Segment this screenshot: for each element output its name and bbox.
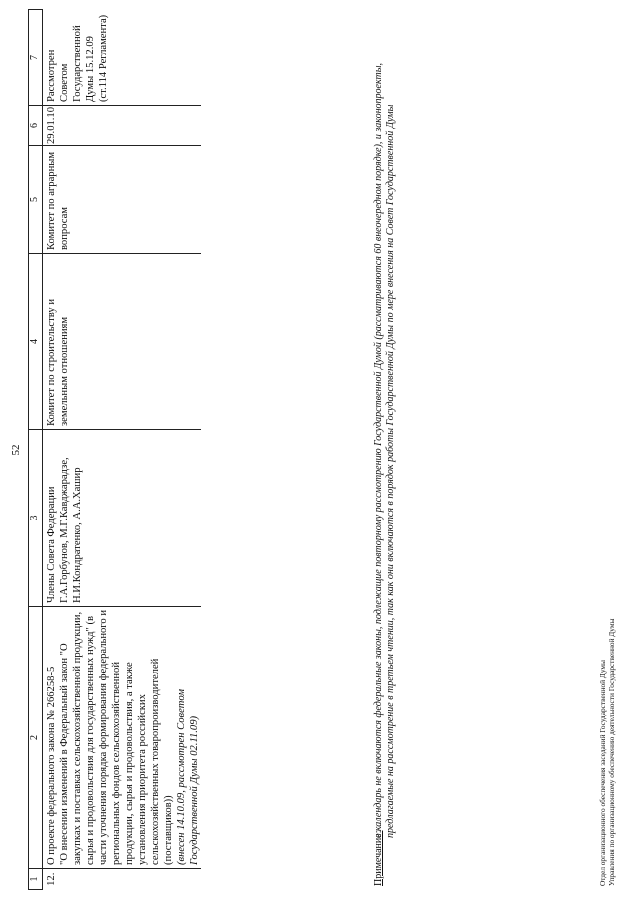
calendar-table [28,9,201,890]
table-row [43,10,202,890]
note-label: Примечание: [373,830,384,886]
note-text: в календарь не включаются федеральные законы, подлежащие повторному рассмотрению Государственной Думой (рассматриваются 60 внеочередном порядке), и законопроекты, предлагаемые на рассмотрение в третьем чтении, так как они включаются в порядок работы Государственной Думы по мере внесения на Совет Государственной Думы [373,62,397,838]
column-header-7: 7 [29,10,43,106]
column-header-4: 4 [29,254,43,430]
co-executor-committee: Комитет по аграрным вопросам [43,146,202,254]
bill-introduced-note: (внесен 14.10.09, рассмотрен Советом Государственной Думы 02.11.09) [176,689,201,865]
column-header-1: 1 [29,869,43,890]
review-status: Рассмотрен Советом Государственной Думы 15.12.09 (ст.114 Регламента) [43,10,202,106]
bill-title-line: О проекте федерального закона № 266258-5 [46,666,57,865]
review-date: 29.01.10 [43,106,202,146]
note-block [373,16,397,886]
page-number: 52 [10,444,22,456]
table-header-row [29,10,43,890]
bill-description-cell [43,607,202,869]
document-footer [598,619,617,886]
footer-line-2: Управления по организационному обеспечению деятельности Государственной Думы [607,618,617,886]
row-number: 12. [46,872,57,886]
column-header-2: 2 [29,607,43,869]
bill-authors: Члены Совета Федерации Г.А.Горбунов, М.Г.Кавджарадзе, Н.И.Кондратенко, А.А.Хашир [43,430,202,607]
bill-title-text: "О внесении изменений в Федеральный закон "О закупках и поставках сельскохозяйственной продукции, сырья и продовольствия для государственных нужд" (в части уточнения порядка формирования федерального и региональных фондов сельскохозяйственной продукции, сырья и продовольствия, а также установления приоритета российских сельскохозяйственных товаропроизводителей (поставщиков)) [59,610,175,865]
responsible-committee: Комитет по строительству и земельным отношениям [43,254,202,430]
column-header-6: 6 [29,106,43,146]
footer-line-1: Отдел организационного обеспечения заседаний Государственной Думы [598,660,607,886]
column-header-3: 3 [29,430,43,607]
column-header-5: 5 [29,146,43,254]
